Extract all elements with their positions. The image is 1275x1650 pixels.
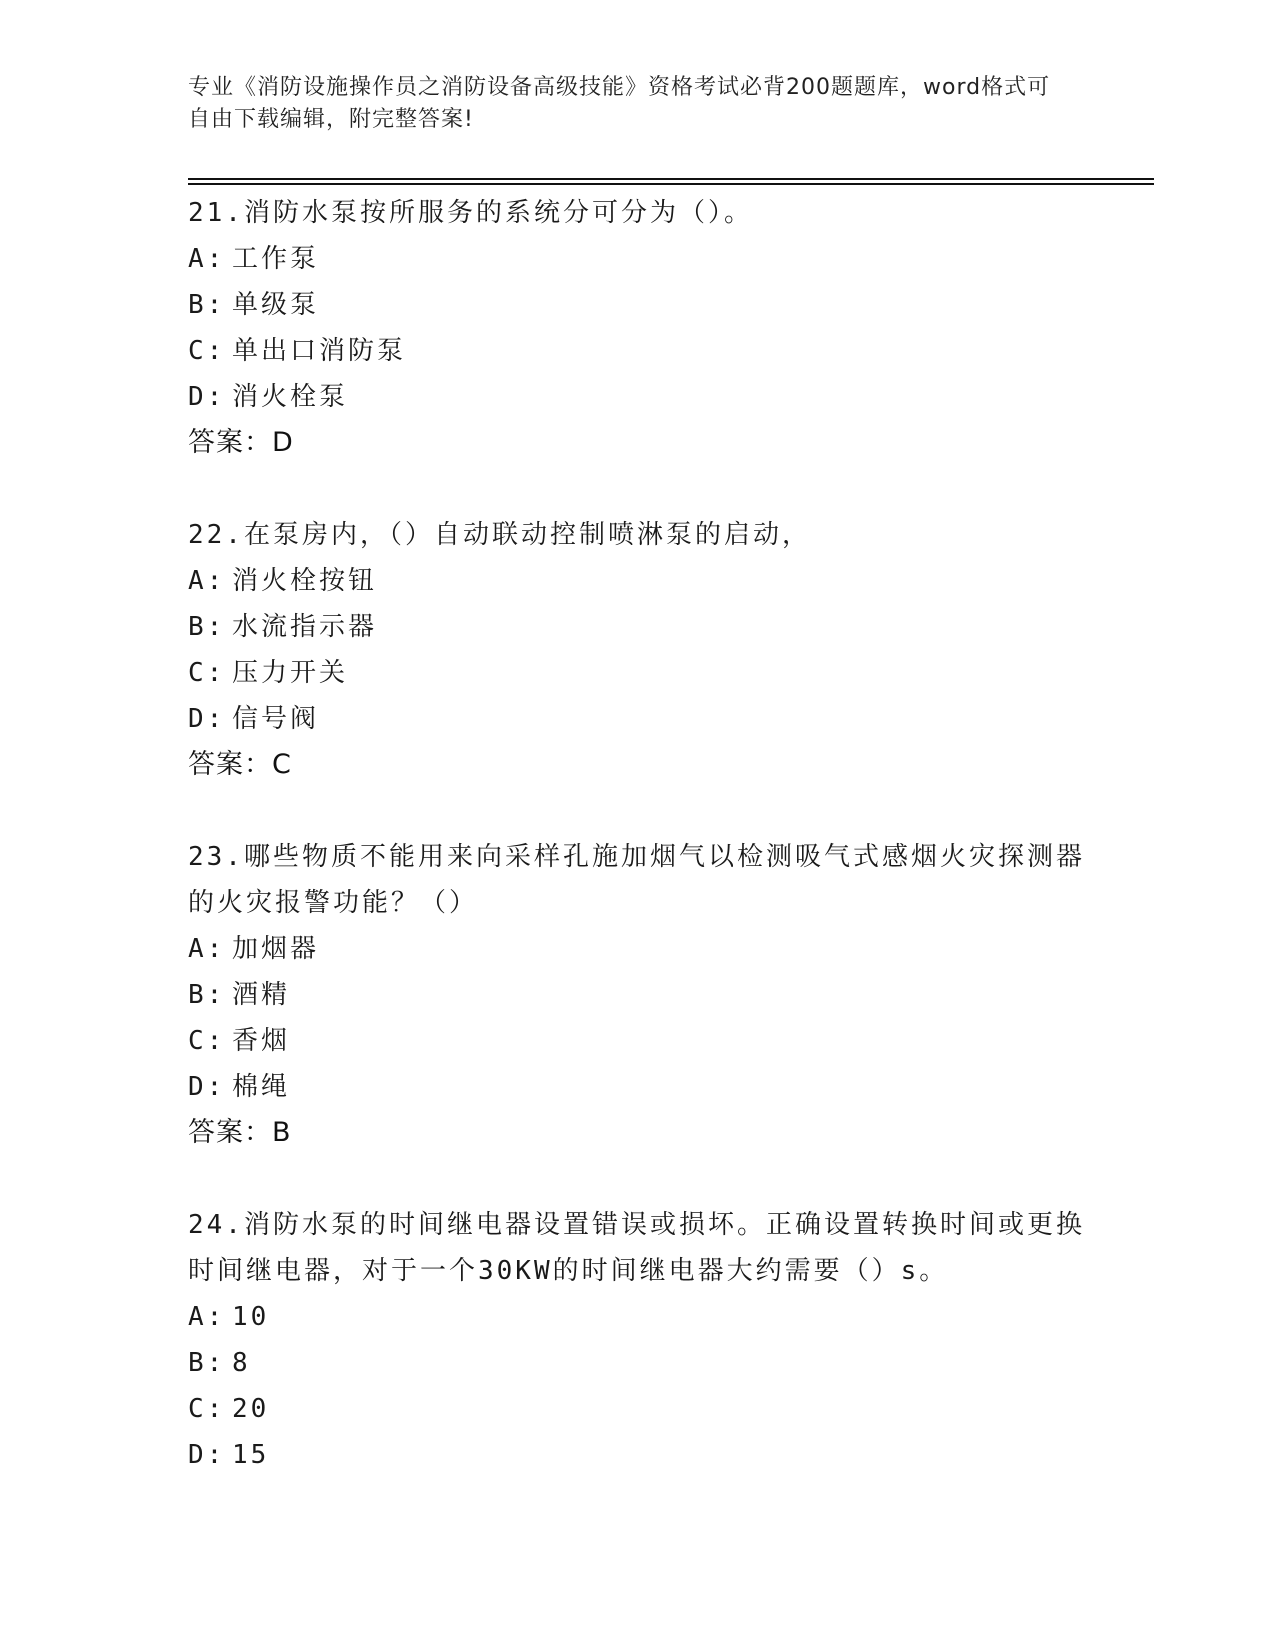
option-a (188, 1294, 1088, 1340)
option-text: 15 (232, 1440, 270, 1470)
option-letter: A: (188, 1302, 226, 1332)
option-text: 单级泵 (232, 290, 320, 320)
option-letter: B: (188, 290, 226, 320)
question-list (188, 190, 1088, 1478)
header-divider-top (188, 178, 1154, 180)
answer-line: 答案：B (188, 1117, 292, 1148)
option-d (188, 696, 1088, 742)
header-divider-bottom (188, 183, 1154, 185)
option-text: 工作泵 (232, 244, 320, 274)
option-letter: B: (188, 1348, 226, 1378)
question-stem: 21.消防水泵按所服务的系统分可分为（）。 (188, 198, 753, 228)
option-text: 香烟 (232, 1026, 291, 1056)
option-d (188, 1064, 1088, 1110)
option-b (188, 282, 1088, 328)
option-a (188, 926, 1088, 972)
option-c (188, 1386, 1088, 1432)
option-text: 信号阀 (232, 704, 320, 734)
question-23 (188, 834, 1088, 1156)
option-text: 加烟器 (232, 934, 320, 964)
option-letter: D: (188, 382, 226, 412)
option-letter: B: (188, 612, 226, 642)
option-text: 水流指示器 (232, 612, 378, 642)
option-b (188, 604, 1088, 650)
option-letter: A: (188, 566, 226, 596)
question-21 (188, 190, 1088, 466)
option-text: 棉绳 (232, 1072, 291, 1102)
answer-line: 答案：C (188, 749, 292, 780)
question-stem: 22.在泵房内，（）自动联动控制喷淋泵的启动， (188, 520, 811, 550)
option-text: 酒精 (232, 980, 291, 1010)
question-22 (188, 512, 1088, 788)
option-a (188, 558, 1088, 604)
option-text: 消火栓泵 (232, 382, 349, 412)
option-b (188, 972, 1088, 1018)
option-letter: D: (188, 1072, 226, 1102)
question-stem: 24.消防水泵的时间继电器设置错误或损坏。正确设置转换时间或更换时间继电器，对于一个30KW的时间继电器大约需要（）s。 (188, 1210, 1085, 1286)
question-24 (188, 1202, 1088, 1478)
option-letter: A: (188, 244, 226, 274)
option-b (188, 1340, 1088, 1386)
option-text: 8 (232, 1348, 251, 1378)
question-stem: 23.哪些物质不能用来向采样孔施加烟气以检测吸气式感烟火灾探测器的火灾报警功能？（） (188, 842, 1085, 918)
option-letter: C: (188, 658, 226, 688)
option-text: 消火栓按钮 (232, 566, 378, 596)
option-letter: C: (188, 1394, 226, 1424)
option-letter: C: (188, 336, 226, 366)
option-c (188, 328, 1088, 374)
option-letter: D: (188, 704, 226, 734)
option-c (188, 650, 1088, 696)
document-intro: 专业《消防设施操作员之消防设备高级技能》资格考试必背200题题库，word格式可自由下载编辑，附完整答案! (188, 75, 1051, 132)
option-letter: D: (188, 1440, 226, 1470)
option-text: 压力开关 (232, 658, 349, 688)
option-text: 单出口消防泵 (232, 336, 407, 366)
option-letter: A: (188, 934, 226, 964)
option-letter: B: (188, 980, 226, 1010)
option-a (188, 236, 1088, 282)
option-c (188, 1018, 1088, 1064)
option-text: 20 (232, 1394, 270, 1424)
answer-line: 答案：D (188, 427, 294, 458)
option-d (188, 374, 1088, 420)
option-d (188, 1432, 1088, 1478)
option-text: 10 (232, 1302, 270, 1332)
option-letter: C: (188, 1026, 226, 1056)
